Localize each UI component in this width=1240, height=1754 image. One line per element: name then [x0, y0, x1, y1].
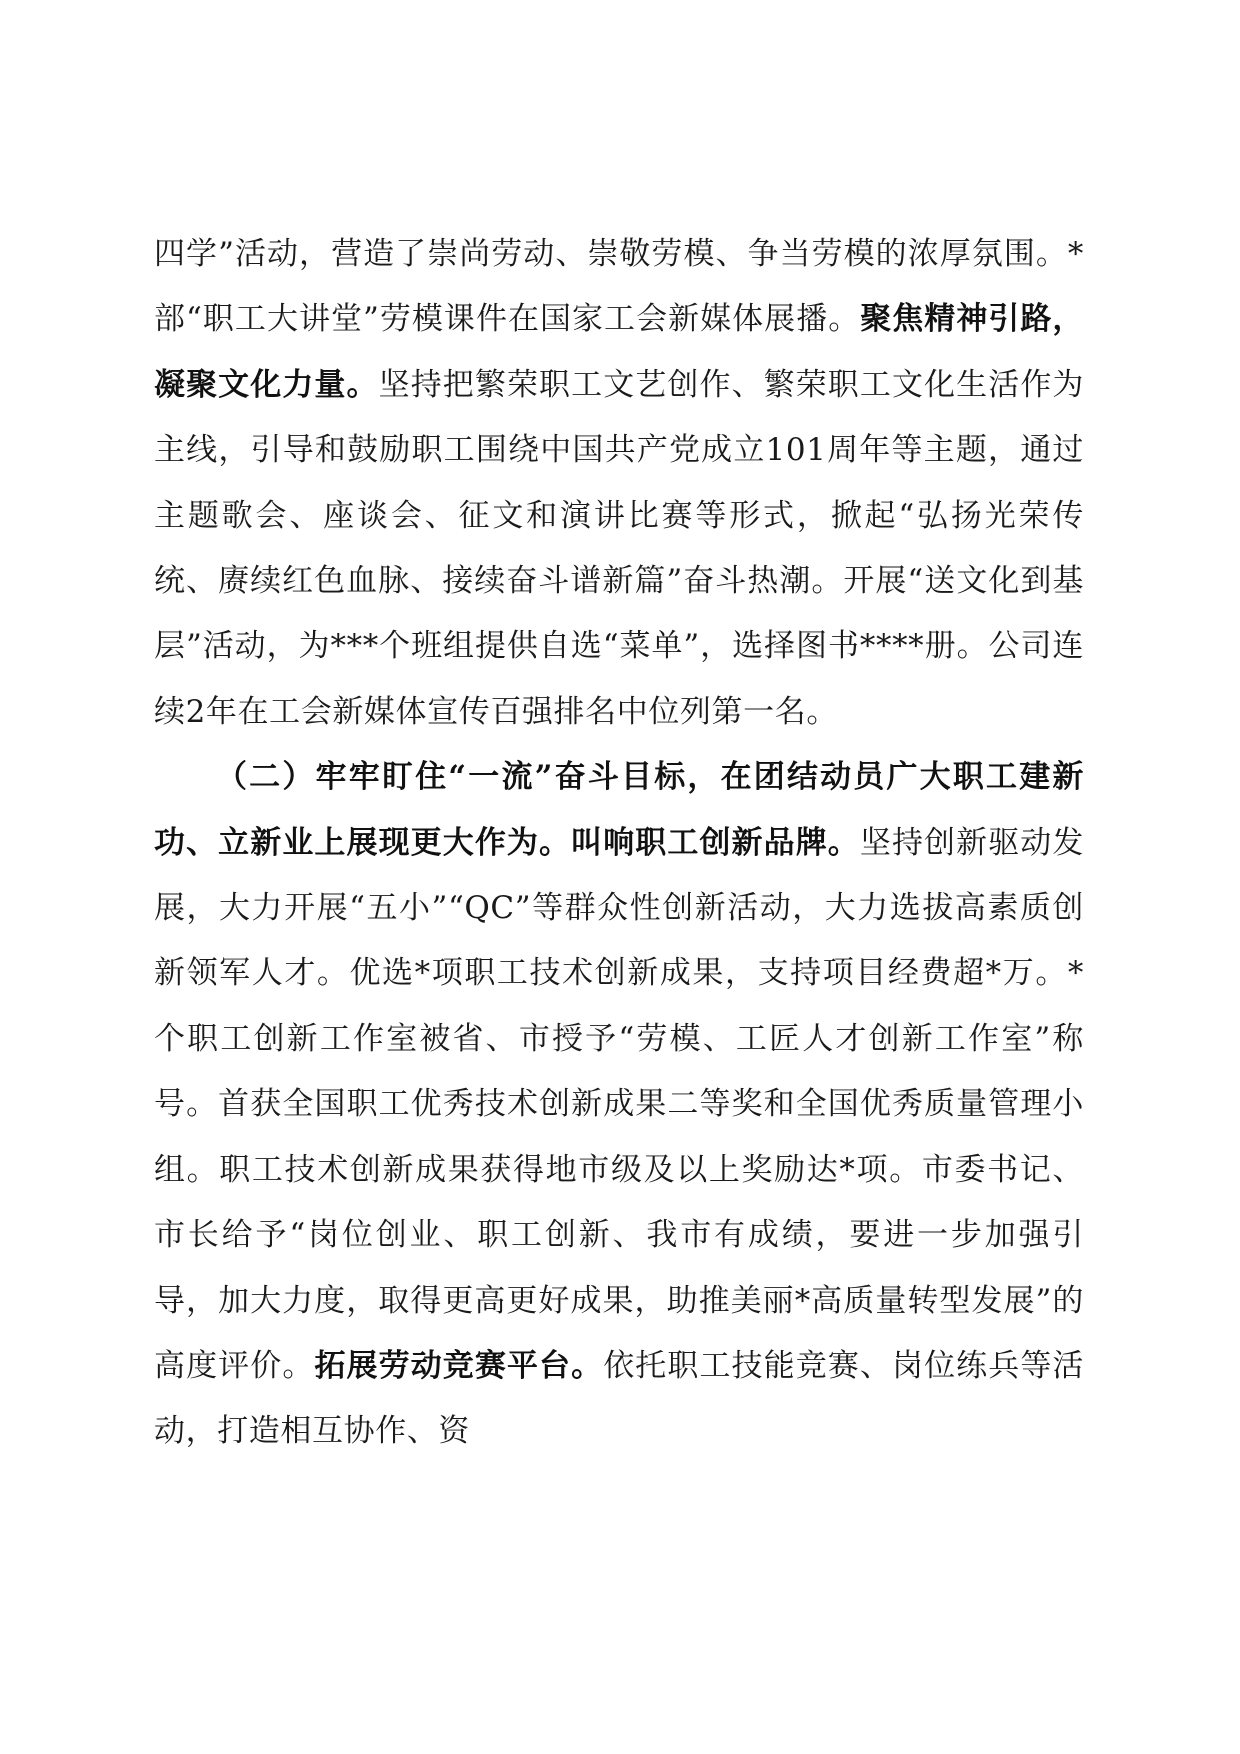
paragraph-1-run-1: 四学”活动，营造了崇尚劳动、崇敬劳模、争当劳模的浓厚氛围。*部“职工大讲堂”劳模课件在国家工会新媒体展播。: [154, 236, 1084, 338]
section-heading-2: （二）牢牢盯住“一流”奋斗目标，在团结动员广大职工建新功、立新业上展现更大作为。: [154, 759, 1084, 861]
paragraph-1: [154, 222, 1084, 745]
paragraph-1-run-3: 坚持把繁荣职工文艺创作、繁荣职工文化生活作为主线，引导和鼓励职工围绕中国共产党成立101周年等主题，通过主题歌会、座谈会、征文和演讲比赛等形式，掀起“弘扬光荣传统、赓续红色血脉、接续奋斗谱新篇”奋斗热潮。开展“送文化到基层”活动，为***个班组提供自选“菜单”，选择图书****册。公司连续2年在工会新媒体宣传百强排名中位列第一名。: [154, 366, 1085, 730]
paragraph-1-heading-culture: 聚焦精神引路，凝聚文化力量。: [154, 301, 1084, 403]
paragraph-2-run-3: 坚持创新驱动发展，大力开展“五小”“QC”等群众性创新活动，大力选拔高素质创新领军人才。优选*项职工技术创新成果，支持项目经费超*万。*个职工创新工作室被省、市授予“劳模、工匠人才创新工作室”称号。首获全国职工优秀技术创新成果二等奖和全国优秀质量管理小组。职工技术创新成果获得地市级及以上奖励达*项。市委书记、市长给予“岗位创业、职工创新、我市有成绩，要进一步加强引导，加大力度，取得更高更好成果，助推美丽*高质量转型发展”的高度评价。: [154, 824, 1084, 1384]
body-text: [154, 222, 1084, 1465]
paragraph-2-run-5: 依托职工技能竞赛、岗位练兵等活动，打造相互协作、资: [154, 1347, 1085, 1450]
paragraph-2: [154, 745, 1084, 1464]
paragraph-2-heading-innovation: 叫响职工创新品牌。: [571, 824, 860, 861]
paragraph-2-heading-competition: 拓展劳动竞赛平台。: [314, 1347, 604, 1384]
